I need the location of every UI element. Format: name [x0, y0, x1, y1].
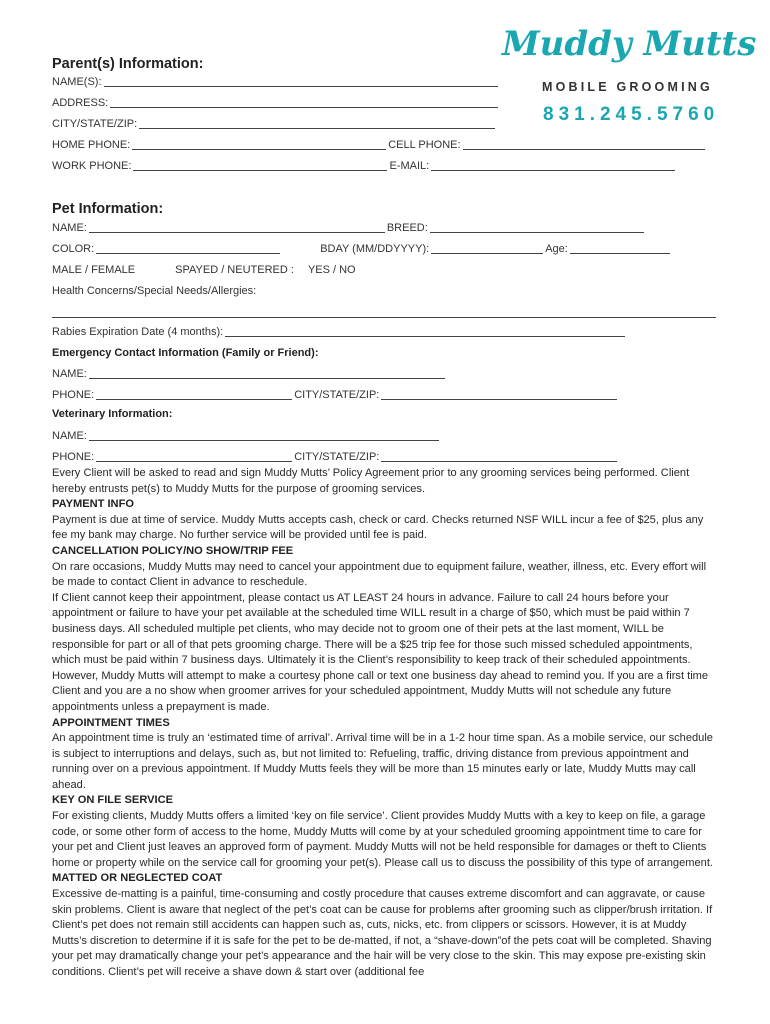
emergency-phone-field[interactable] — [96, 389, 292, 400]
pet-name-label: NAME: — [52, 222, 87, 234]
pet-age-label: Age: — [545, 243, 568, 255]
home-phone-label: HOME PHONE: — [52, 139, 131, 151]
pet-section-title: Pet Information: — [52, 201, 164, 217]
email-field[interactable] — [431, 160, 675, 171]
vet-name-field[interactable] — [89, 430, 439, 441]
key-service-text: For existing clients, Muddy Mutts offers a limited ‘key on file service’. Client provides Muddy Mutts with a key to keep on file, a garage code, or some other form of access to the home, Muddy Mutts will come by at your scheduled grooming appointment time to care for your pet and Client just leaves an approved form of payment. Muddy Mutts will not be held responsible for damages or theft to Clients home or property while on the service call for grooming your pet(s). Please call us to discuss the possibility of this type of arrangement. — [52, 810, 714, 869]
emergency-section-title: Emergency Contact Information (Family or Friend): — [52, 347, 319, 359]
emergency-city-field[interactable] — [381, 389, 617, 400]
pet-breed-label: BREED: — [386, 222, 428, 234]
emergency-name-field[interactable] — [89, 368, 445, 379]
pet-breed-field[interactable] — [430, 222, 644, 233]
key-service-heading: KEY ON FILE SERVICE — [52, 794, 174, 807]
home-phone-field[interactable] — [132, 139, 386, 150]
pet-health-row — [52, 285, 256, 297]
pet-health-label: Health Concerns/Special Needs/Allergies: — [52, 285, 257, 297]
pet-color-label: COLOR: — [52, 243, 95, 255]
matted-coat-text: Excessive de-matting is a painful, time-consuming and costly procedure that causes extreme discomfort and can aggravate, or cause skin problems. Client is aware that neglect of the pet’s coat can be cause for problems after grooming such as clipper/brush irritation. If Client’s pet does not remain still accidents can happen such as, cuts, nicks, etc. from clippers or scissors. However, it is at Muddy Mutts’s discretion to determine if it is safe for the pet to be de-matted, if not, a “shave-down”of the pets coat will be completed. Shaving your pet may dramatically change your pet’s appearance and the hair will be very close to the skin. This may expose pre-existing skin conditions. Client’s pet will receive a shave down & start over (additional fee — [52, 888, 713, 978]
cancellation-heading: CANCELLATION POLICY/NO SHOW/TRIP FEE — [52, 544, 294, 557]
appointment-text: An appointment time is truly an ‘estimated time of arrival’. Arrival time will be in a 1-2 hour time span. As a mobile service, our schedule is subject to interruptions and delays, such as, but not limited to: Refueling, traffic, driving distance from previous appointment and running over on a previous appointment. If Muddy Mutts feels they will be more than 15 minutes early or late, Muddy Mutts may call ahead. — [52, 732, 713, 791]
logo-brand-name: Muddy Mutts — [502, 24, 757, 64]
cell-phone-field[interactable] — [463, 139, 705, 150]
vet-section-title: Veterinary Information: — [52, 408, 173, 420]
pet-health-blank-row — [52, 307, 718, 319]
pet-sex-row — [52, 264, 356, 276]
vet-phone-row — [52, 451, 619, 463]
policy-intro: Every Client will be asked to read and sign Muddy Mutts’ Policy Agreement prior to any grooming services being performed. Client hereby entrusts pet(s) to Muddy Mutts for the purpose of grooming services. — [52, 467, 690, 495]
emergency-city-label: CITY/STATE/ZIP: — [294, 389, 380, 401]
logo-phone: 831.245.5760 — [543, 104, 720, 125]
emergency-name-label: NAME: — [52, 368, 87, 380]
pet-age-field[interactable] — [570, 243, 670, 254]
pet-spayed-options[interactable]: YES / NO — [307, 264, 356, 276]
parent-city-row — [52, 118, 497, 130]
pet-name-field[interactable] — [89, 222, 385, 233]
cancellation-text-1: On rare occasions, Muddy Mutts may need to cancel your appointment due to equipment failure, weather, illness, etc. Every effort will be made to contact Client in advance to reschedule. — [52, 560, 707, 589]
parent-address-field[interactable] — [110, 97, 498, 108]
parent-names-field[interactable] — [104, 76, 498, 87]
brand-logo — [496, 20, 757, 130]
vet-phone-field[interactable] — [96, 451, 292, 462]
pet-rabies-row — [52, 326, 627, 338]
vet-name-row — [52, 430, 441, 442]
work-phone-label: WORK PHONE: — [52, 160, 132, 172]
pet-bday-field[interactable] — [431, 243, 543, 254]
emergency-name-row — [52, 368, 447, 380]
pet-rabies-label: Rabies Expiration Date (4 months): — [52, 326, 224, 338]
pet-sex-options[interactable]: MALE / FEMALE — [52, 264, 136, 276]
vet-name-label: NAME: — [52, 430, 87, 442]
payment-heading: PAYMENT INFO — [52, 498, 134, 511]
parent-phone-row — [52, 139, 707, 151]
parents-section-title: Parent(s) Information: — [52, 56, 204, 72]
emergency-phone-row — [52, 389, 619, 401]
pet-color-row — [52, 243, 672, 255]
vet-city-field[interactable] — [381, 451, 617, 462]
pet-spayed-label: SPAYED / NEUTERED : — [175, 264, 294, 276]
parent-city-label: CITY/STATE/ZIP: — [52, 118, 138, 130]
emergency-phone-label: PHONE: — [52, 389, 95, 401]
cancellation-text-2: If Client cannot keep their appointment, please contact us AT LEAST 24 hours in advance. Failure to call 24 hours before your appointment or failure to have your pet available at the scheduled time WILL result in a charge of $50, which must be paid within 7 business days. All scheduled multiple pet clients, who may decide not to groom one of their pets at the last moment, WILL be responsible for part or all of that pets grooming charge. There will be a $25 trip fee for those such missed scheduled appointments, which must be paid within 7 business days. Ultimately it is the Client’s responsibility to keep track of their scheduled appointments. However, Muddy Mutts will attempt to make a courtesy phone call or text one business day ahead to remind you. If you are a first time Client and you are a no show when groomer arrives for your scheduled appointment, Muddy Mutts will not schedule any future appointments unless a prepayment is made. — [52, 591, 709, 713]
policy-agreement-text — [52, 466, 720, 981]
work-phone-field[interactable] — [133, 160, 387, 171]
appointment-heading: APPOINTMENT TIMES — [52, 716, 170, 729]
pet-color-field[interactable] — [96, 243, 280, 254]
parent-names-row — [52, 76, 500, 88]
parent-city-field[interactable] — [139, 118, 495, 129]
email-label: E-MAIL: — [389, 160, 430, 172]
vet-city-label: CITY/STATE/ZIP: — [294, 451, 380, 463]
vet-phone-label: PHONE: — [52, 451, 95, 463]
pet-name-row — [52, 222, 646, 234]
parent-names-label: NAME(S): — [52, 76, 102, 88]
parent-address-label: ADDRESS: — [52, 97, 109, 109]
pet-bday-label: BDAY (MM/DDYYYY): — [320, 243, 430, 255]
logo-subtitle: MOBILE GROOMING — [542, 80, 713, 94]
parent-work-row — [52, 160, 677, 172]
pet-health-field[interactable] — [52, 307, 716, 318]
cell-phone-label: CELL PHONE: — [388, 139, 461, 151]
matted-coat-heading: MATTED OR NEGLECTED COAT — [52, 872, 223, 885]
parent-address-row — [52, 97, 500, 109]
pet-rabies-field[interactable] — [225, 326, 625, 337]
payment-text: Payment is due at time of service. Muddy Mutts accepts cash, check or card. Checks returned NSF WILL incur a fee of $25, plus any fee my bank may charge. No further service will be provided until fee is paid. — [52, 513, 704, 542]
